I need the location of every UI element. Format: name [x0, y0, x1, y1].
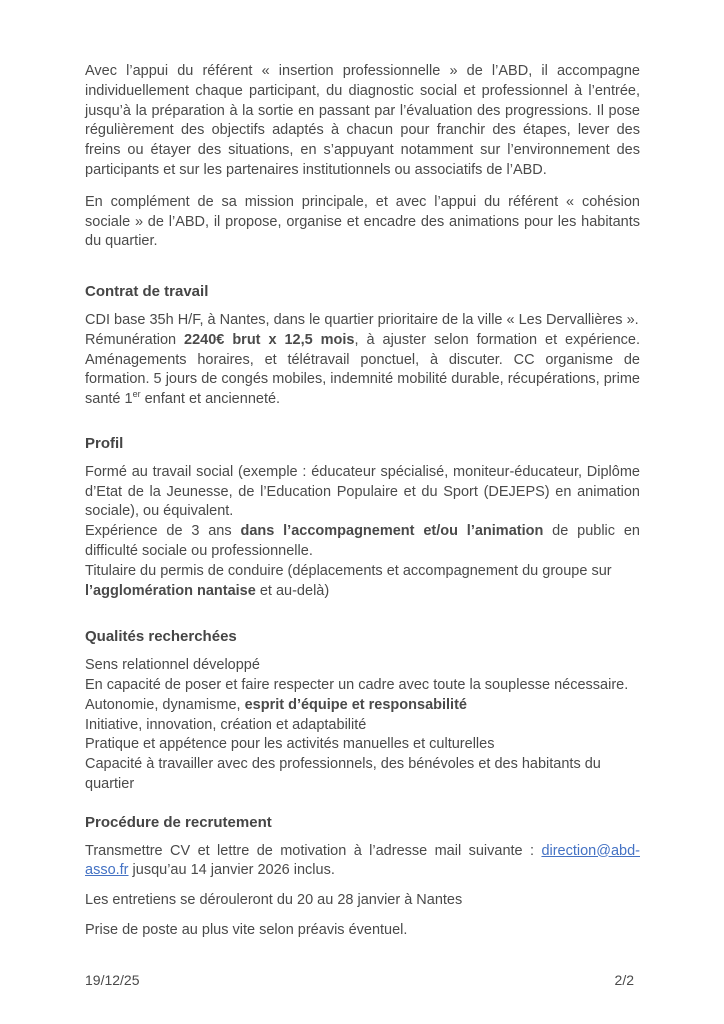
procedure-paragraph-entretiens — [85, 891, 640, 911]
qualites-list — [85, 656, 640, 795]
intro-paragraph-1 — [85, 62, 640, 181]
emphasized-text: esprit d’équipe et responsabilité — [244, 696, 467, 713]
footer-date: 19/12/25 — [85, 972, 140, 988]
text-segment: Autonomie, dynamisme, — [85, 696, 245, 713]
text-segment: CDI base 35h H/F, à Nantes, dans le quartier prioritaire de la ville « Les Dervallières ». — [85, 311, 639, 328]
text-segment: En capacité de poser et faire respecter un cadre avec toute la souplesse nécessaire. — [85, 676, 629, 693]
text-segment: Sens relationnel développé — [85, 657, 260, 674]
text-segment: de public en difficulté sociale ou professionnelle. — [85, 523, 640, 559]
text-segment: Prise de poste au plus vite selon préavis éventuel. — [85, 921, 408, 938]
text-segment: Titulaire du permis de conduire (déplacements et accompagnement du groupe sur — [85, 562, 612, 579]
profil-paragraph — [85, 463, 640, 602]
text-segment: Capacité à travailler avec des professionnels, des bénévoles et des habitants du quartier — [85, 756, 601, 792]
text-segment: Expérience de 3 ans — [85, 523, 241, 540]
contrat-paragraph — [85, 311, 640, 410]
text-segment: Initiative, innovation, création et adaptabilité — [85, 716, 367, 733]
section-heading-profil: Profil — [85, 434, 124, 452]
text-segment: Rémunération — [85, 331, 185, 348]
text-segment: Pratique et appétence pour les activités manuelles et culturelles — [85, 736, 495, 753]
text-segment: enfant et ancienneté. — [140, 391, 281, 408]
emphasized-text: 2240€ brut x 12,5 mois — [184, 331, 355, 348]
email-link[interactable]: direction@abd-asso.fr — [85, 842, 640, 879]
procedure-paragraph-prise-de-poste — [85, 921, 640, 941]
section-heading-procedure-de-recrutement: Procédure de recrutement — [85, 813, 272, 831]
section-heading-qualites-recherchees: Qualités recherchées — [85, 628, 237, 646]
document-body — [85, 62, 640, 941]
section-heading-contrat-de-travail: Contrat de travail — [85, 283, 209, 301]
text-segment: Formé au travail social (exemple : éducateur spécialisé, moniteur-éducateur, Diplôme d’Etat de la Jeunesse, de l’Education Populaire et du Sport (DEJEPS) en animation sociale), ou équivalent. — [85, 463, 640, 520]
text-segment: et au-delà) — [255, 582, 330, 599]
intro-paragraph-2 — [85, 193, 640, 252]
text-segment: Transmettre CV et lettre de motivation à l’adresse mail suivante : — [85, 842, 542, 859]
text-segment: En complément de sa mission principale, et avec l’appui du référent « cohésion sociale » de l’ABD, il propose, organise et encadre des animations pour les habitants du quartier. — [85, 193, 640, 250]
page-footer — [85, 971, 634, 991]
text-segment: Avec l’appui du référent « insertion professionnelle » de l’ABD, il accompagne individuellement chaque participant, du diagnostic social et professionnel à l’entrée, jusqu’à la préparation à la sortie en passant par l’évaluation des progressions. Il pose régulièrement des objectifs adaptés à chacun pour franchir des étapes, lever des freins ou étayer des situations, en s’appuyant notamment sur l’environnement des participants et sur les partenaires institutionnels ou associatifs de l’ABD. — [85, 63, 640, 178]
text-segment: jusqu’au 14 janvier 2026 inclus. — [128, 862, 335, 879]
procedure-paragraph-transmettre — [85, 842, 640, 882]
superscript-text: er — [132, 389, 141, 400]
emphasized-text: dans l’accompagnement et/ou l’animation — [240, 523, 544, 540]
text-segment: , à ajuster selon formation et expérience. Aménagements horaires, et télétravail ponctuel, à discuter. CC organisme de formation. 5 jours de congés mobiles, indemnité mobilité durable, récupérations, prime santé 1 — [85, 331, 641, 408]
emphasized-text: l’agglomération nantaise — [85, 582, 256, 599]
footer-page-number: 2/2 — [614, 972, 634, 988]
text-segment: Les entretiens se dérouleront du 20 au 28 janvier à Nantes — [85, 892, 463, 909]
